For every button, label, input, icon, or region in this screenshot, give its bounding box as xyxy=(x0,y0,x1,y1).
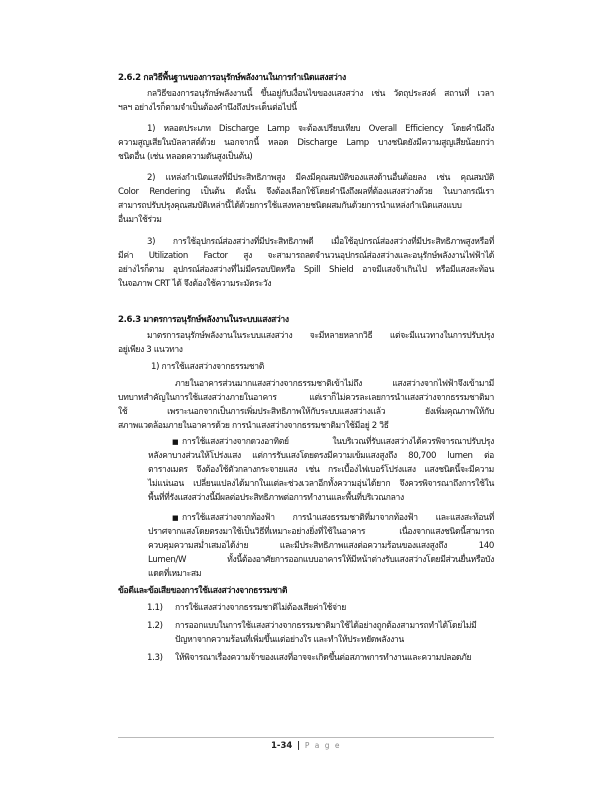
paragraph-line: ภายในอาคารส่วนมากแสงสว่างจากธรรมชาติเข้าไม่ถึง แสงสว่างจากไฟฟ้าจึงเข้ามามี xyxy=(175,379,494,389)
numbered-item-line: ปัญหาจากความร้อนที่เพิ่มขึ้นแต่อย่างใร และทำให้ประหยัดพลังงาน xyxy=(175,635,404,645)
subsection-title: 1) การใช้แสงสว่างจากธรรมชาติ xyxy=(151,362,264,372)
bullet-line: การใช้แสงสว่างจากดวงอาทิตย์ ในบริเวณที่รับแสงสว่างได้ควรพิจารณาปรับปรุง xyxy=(182,437,494,447)
numbered-item-number: 1.2) xyxy=(147,621,163,631)
section-heading-262: 2.6.2 กลวิธีพื้นฐานของการอนุรักษ์พลังงานในการกำเนิดแสงสว่าง xyxy=(118,73,346,83)
advantages-heading: ข้อดีและข้อเสียของการใช้แสงสว่างจากธรรมชาติ xyxy=(118,586,288,596)
list-item-line: 1) หลอดประเภท Discharge Lamp จะต้องเปรียบเทียบ Overall Efficiency โดยคำนึงถึง xyxy=(147,124,494,134)
list-item-line: Color Rendering เป็นต้น ดังนั้น จึงต้องเลือกใช้โดยคำนึงถึงผลที่ต้องแสงสว่างด้วย ในบางกรณีเรา xyxy=(118,187,494,197)
paragraph-line: กลวิธีของการอนุรักษ์พลังงานนี้ ขึ้นอยู่กับเงื่อนไขของแสงสว่าง เช่น วัตถุประสงค์ สถานที่ เวลา xyxy=(147,89,494,99)
list-item-line: ความสูญเสียในบัลลาสต์ด้วย นอกจากนี้ หลอด Discharge Lamp บางชนิดยังมีความสูญเสียน้อยกว่า xyxy=(118,138,494,148)
paragraph-line: มาตรการอนุรักษ์พลังงานในระบบแสงสว่าง จะมีหลายหลากวิธี แต่จะมีแนวทางในการปรับปรุง xyxy=(147,331,494,341)
bullet-line: ควบคุมความสม่ำเสมอได้ง่าย และมีประสิทธิภาพแสงต่อความร้อนของแสงสูงถึง 140 xyxy=(148,541,494,551)
page-label: P a g e xyxy=(304,741,341,750)
bullet-line: Lumen/W ทั้งนี้ต้องอาศัยการออกแบบอาคารให้มีหน้าต่างรับแสงสว่างโดยมีส่วนยื่นหรือบัง xyxy=(148,555,494,565)
paragraph-line: อยู่เพียง 3 แนวทาง xyxy=(118,345,183,355)
footer-separator: | xyxy=(297,741,301,751)
list-item-line: สามารถปรับปรุงคุณสมบัติเหล่านี้ได้ด้วยการใช้แสงหลายชนิดผสมกันด้วยการนำแหล่งกำเนิดแสงแบบ xyxy=(118,201,462,211)
bullet-line: พื้นที่ที่รังแสงสว่างนี้มีผลต่อประสิทธิภาพต่อการทำงานและพื้นที่บริเวณกลาง xyxy=(148,493,404,503)
paragraph-line: ใช้ เพราะนอกจากเป็นการเพิ่มประสิทธิภาพให้กับระบบแสงสว่างแล้ว ยังเพิ่มคุณภาพให้กับ xyxy=(118,407,494,417)
numbered-item-number: 1.3) xyxy=(147,653,163,663)
list-item-line: 3) การใช้อุปกรณ์ส่องสว่างที่มีประสิทธิภาพดี เมื่อใช้อุปกรณ์ส่องสว่างที่มีประสิทธิภาพสูงหรือที่ xyxy=(147,237,494,247)
page-footer xyxy=(0,740,612,752)
list-item-line: ในจอภาพ CRT ได้ จึงต้องใช้ความระมัดระวัง xyxy=(118,279,272,289)
numbered-item-line: การออกแบบในการใช้แสงสว่างจากธรรมชาติมาใช้ได้อย่างถูกต้องสามารถทำได้โดยไม่มี xyxy=(175,621,477,631)
bullet-line: หลังคาบางส่วนให้โปร่งแสง แต่การรับแสงโดยตรงมีความเข้มแสงสูงถึง 80,700 lumen ต่อ xyxy=(148,451,494,461)
paragraph-line: สภาพแวดล้อมภายในอาคารด้วย การนำแสงสว่างจากธรรมชาติมาใช้มีอยู่ 2 วิธี xyxy=(118,421,389,431)
bullet-line: ปราศจากแสงโดยตรงมาใช้เป็นวิธีที่เหมาะอย่างยิ่งที่ใช้ในอาคาร เนื่องจากแสงชนิดนี้สามารถ xyxy=(148,527,494,537)
bullet-line: ไม่แน่นอน เปลี่ยนแปลงได้มากในแต่ละช่วงเวลาอีกทั้งความอุ่นได้ยาก จึงควรพิจารณาถึงการใช้ใน xyxy=(148,479,494,489)
paragraph-line: ฯลฯ อย่างไรก็ตามจำเป็นต้องคำนึงถึงประเด็นต่อไปนี้ xyxy=(118,103,297,113)
page-number: 1-34 xyxy=(271,741,293,751)
bullet-line: ตารางเมตร จึงต้องใช้ตัวกลางกระจายแสง เช่น กระเบื้องไฟเบอร์โปร่งแสง แสงชนิดนี้จะมีความ xyxy=(148,465,494,475)
bullet-line: แดดที่เหมาะสม xyxy=(148,569,202,579)
paragraph-line: บทบาทสำคัญในการใช้แสงสว่างภายในอาคาร แต่เราก็ไม่ควรละเลยการนำแสงสว่างจากธรรมชาติมา xyxy=(118,393,494,403)
section-heading-263: 2.6.3 มาตรการอนุรักษ์พลังงานในระบบแสงสว่าง xyxy=(118,315,289,325)
bullet-icon: ■ xyxy=(172,438,179,446)
bullet-line: การใช้แสงสว่างจากท้องฟ้า การนำแสงธรรมชาติที่มาจากท้องฟ้า และแสงสะท้อนที่ xyxy=(182,513,494,523)
list-item-line: อย่างไรก็ตาม อุปกรณ์ส่องสว่างที่ไม่มีครอบปิดหรือ Spill Shield อาจมีแสงจ้าเกินไป หรือมีแสงสะท้อน xyxy=(118,265,494,275)
list-item-line: 2) แหล่งกำเนิดแสงที่มีประสิทธิภาพสูง มีคงมีคุณสมบัติของแสงด้านอื่นด้อยลง เช่น คุณสมบัติ xyxy=(147,173,494,183)
numbered-item-number: 1.1) xyxy=(147,603,163,613)
numbered-item-line: ให้พิจารณาเรื่องความจ้าของแสงที่อาจจะเกิดขึ้นต่อสภาพการทำงานและความปลอดภัย xyxy=(175,653,472,663)
bullet-icon: ■ xyxy=(172,514,179,522)
list-item-line: อื่นมาใช้ร่วม xyxy=(118,215,162,225)
numbered-item-line: การใช้แสงสว่างจากธรรมชาติไม่ต้องเสียค่าใช้จ่าย xyxy=(175,603,346,613)
footer-divider xyxy=(118,737,494,738)
list-item-line: ชนิดอื่น (เช่น หลอดความดันสูงเป็นต้น) xyxy=(118,152,253,162)
list-item-line: มีค่า Utilization Factor สูง จะสามารถลดจำนวนอุปกรณ์ส่องสว่างและอนุรักษ์พลังงานไฟฟ้าได้ xyxy=(118,251,494,261)
